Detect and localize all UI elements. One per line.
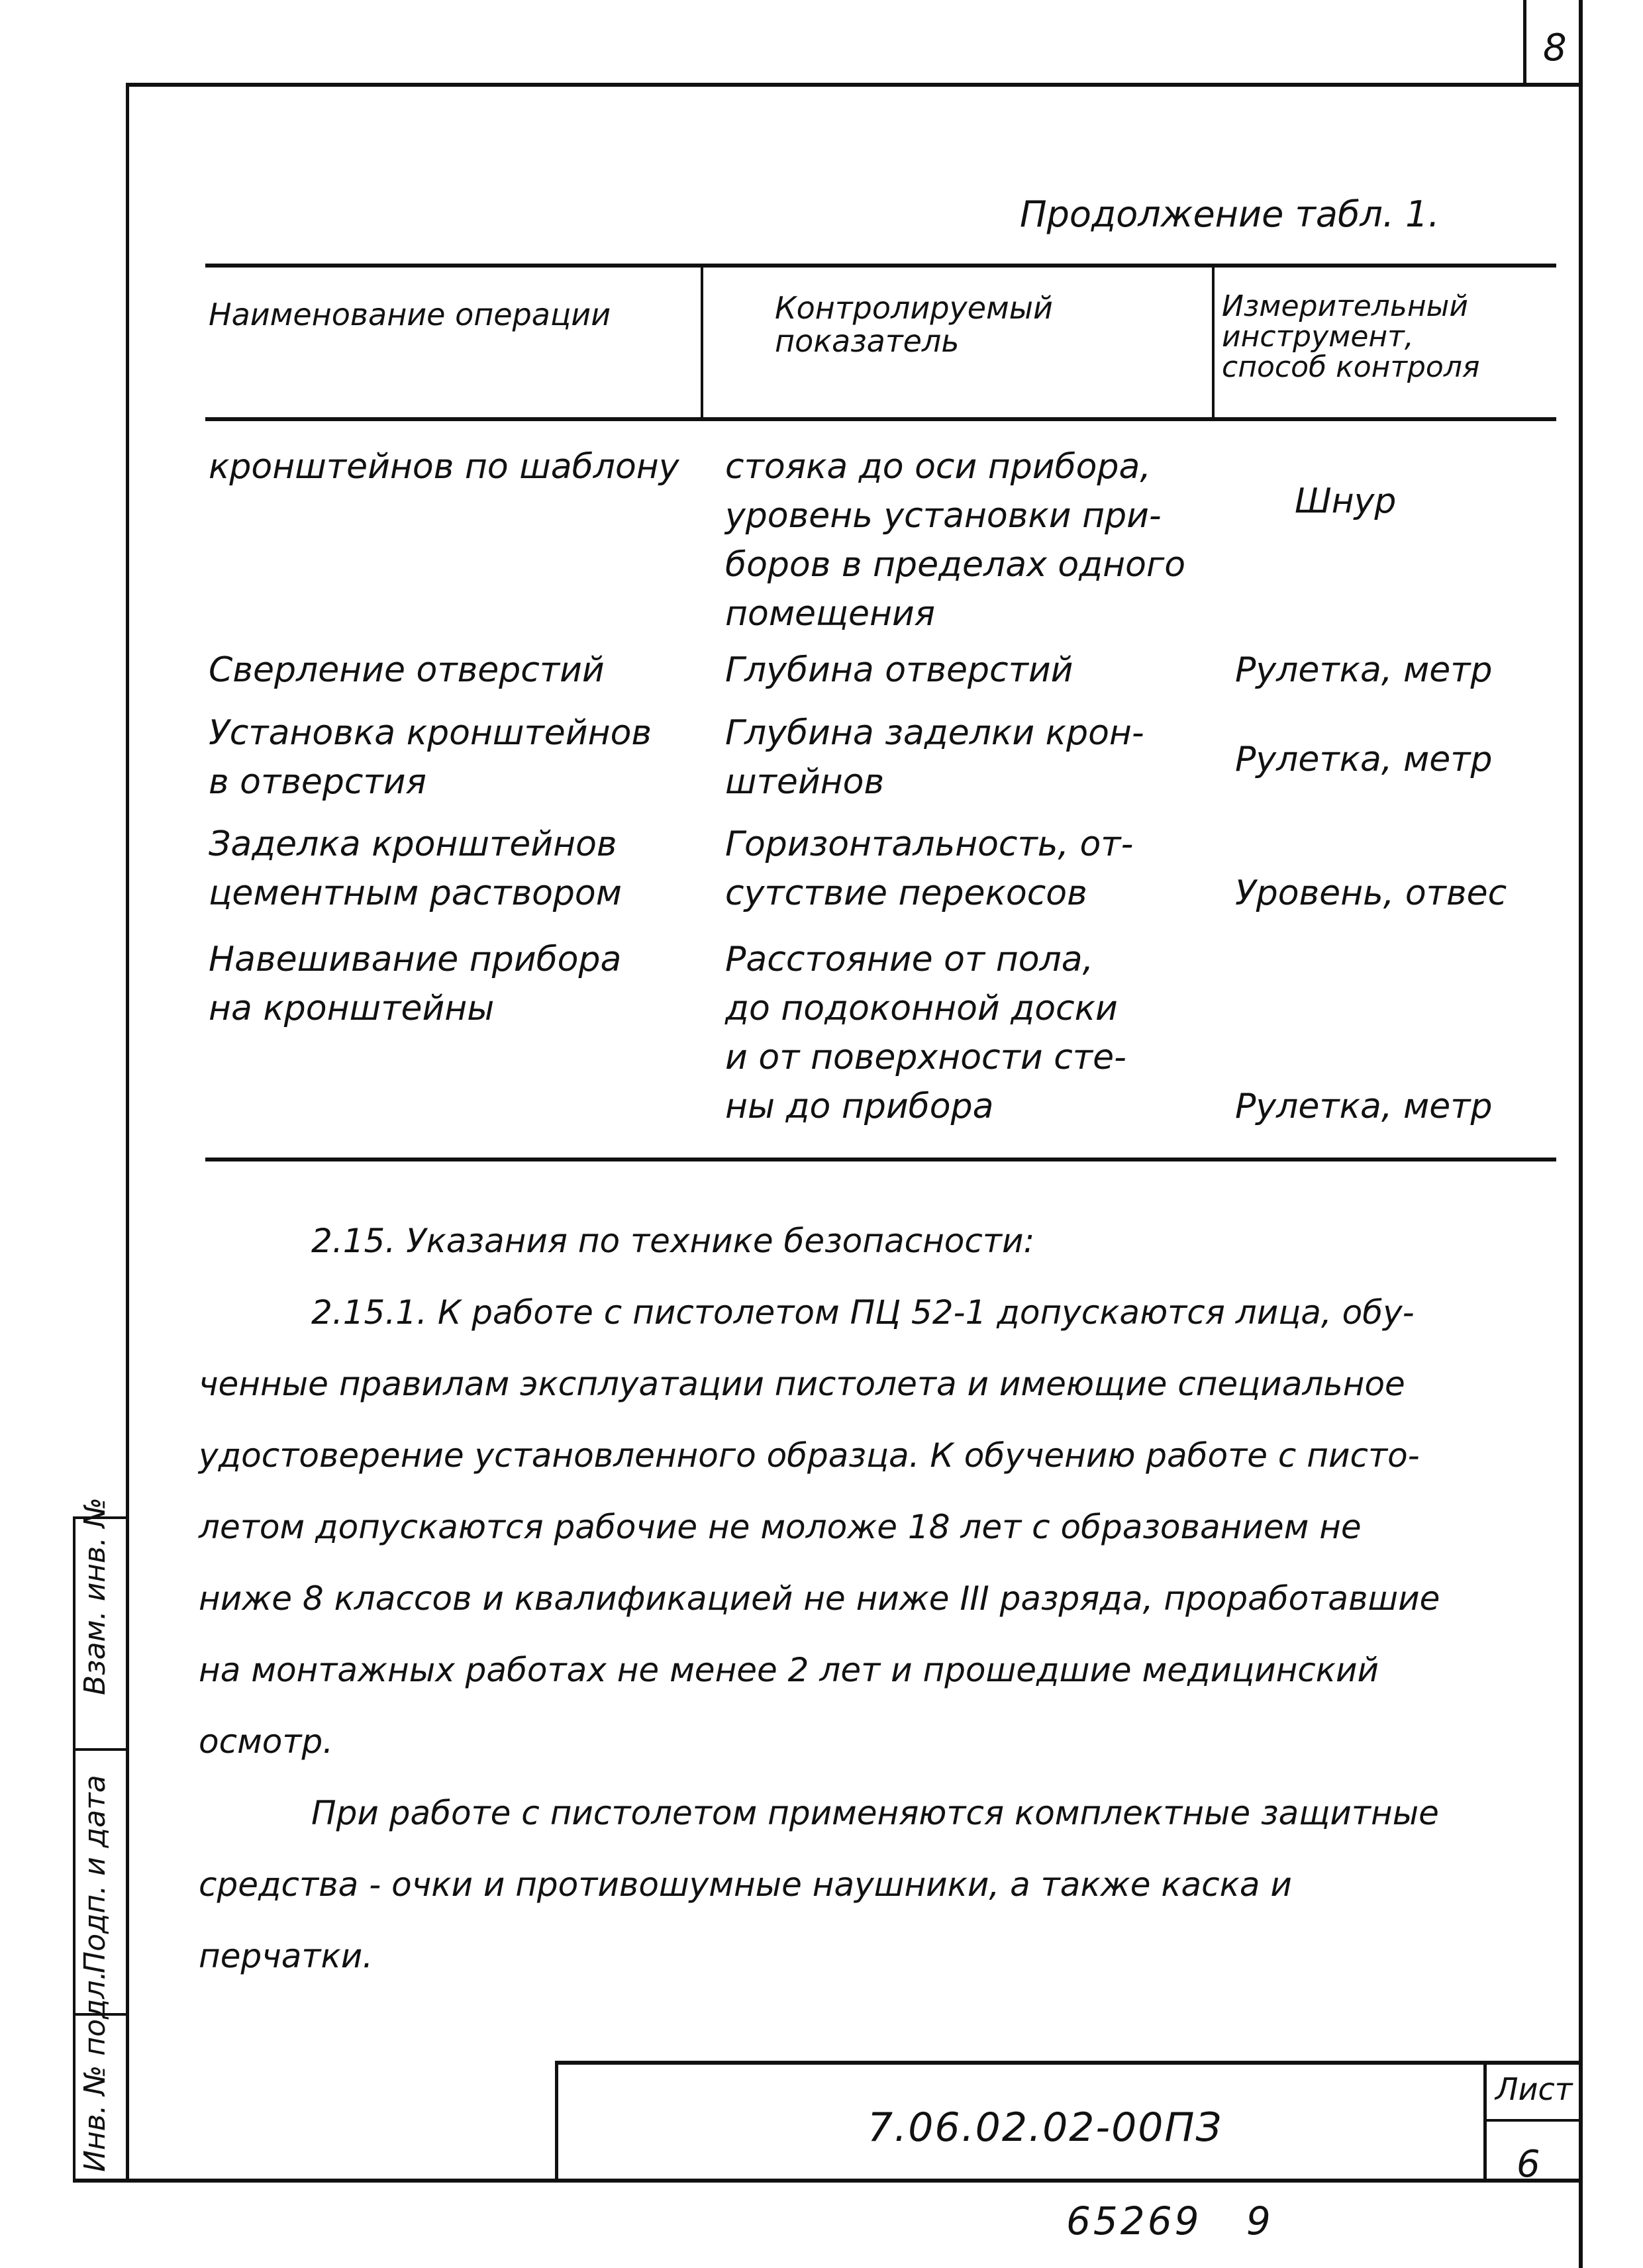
text-line: осмотр. — [199, 1722, 334, 1761]
text-line: удостоверение установленного образца. К обучению работе с писто- — [199, 1436, 1420, 1475]
side-label-inv: Взам. инв. № — [78, 1497, 112, 1695]
cell-operation — [209, 646, 605, 695]
cell-line: Глубина заделки крон- — [725, 713, 1144, 753]
cell-line: стояка до оси прибора, — [725, 447, 1151, 487]
table-header-tool: Измерительный инструмент, способ контроля — [1222, 289, 1480, 384]
cell-line: кронштейнов по шаблону — [209, 447, 679, 487]
table-header-rule — [205, 417, 1556, 421]
cell-tool: Рулетка, метр — [1235, 650, 1493, 690]
section-heading: 2.15. Указания по технике безопасности: — [311, 1222, 1035, 1260]
cell-line: уровень установки при- — [725, 496, 1162, 536]
cell-line: Расстояние от пола, — [725, 940, 1094, 979]
document-code: 7.06.02.02-00ПЗ — [868, 2104, 1223, 2151]
stamp-sheet-rule — [1483, 2119, 1581, 2122]
page-number: 8 — [1543, 26, 1567, 70]
cell-operation — [209, 709, 652, 807]
cell-line: боров в пределах одного — [725, 545, 1186, 585]
cell-tool: Рулетка, метр — [1235, 740, 1493, 779]
text-line: средства - очки и противошумные наушники, а также каска и — [199, 1865, 1292, 1904]
stamp-left-rule — [555, 2061, 558, 2181]
table-col-divider-1 — [701, 264, 703, 420]
cell-line: штейнов — [725, 762, 885, 802]
text-line: ниже 8 классов и квалификацией не ниже III разряда, проработавшие — [199, 1579, 1440, 1618]
cell-line: на кронштейны — [209, 989, 495, 1028]
cell-operation — [209, 820, 622, 918]
table-continuation-label: Продолжение табл. 1. — [1020, 193, 1440, 235]
cell-line: Навешивание прибора — [209, 940, 622, 979]
archive-numbers: 65269 9 — [1066, 2198, 1273, 2243]
side-col-left — [73, 1516, 75, 2182]
cell-operation — [209, 442, 679, 491]
cell-line: цементным раствором — [209, 873, 622, 913]
cell-tool: Рулетка, метр — [1235, 1087, 1493, 1126]
side-label-inv-orig: Инв. № подл. — [78, 1971, 112, 2172]
cell-indicator — [725, 442, 1185, 638]
text-line: ченные правилам эксплуатации пистолета и имеющие специальное — [199, 1365, 1405, 1403]
cell-operation — [209, 935, 621, 1033]
cell-line: в отверстия — [209, 762, 426, 802]
frame-left — [126, 83, 129, 2182]
cell-indicator — [725, 709, 1144, 807]
table-col-divider-2 — [1212, 264, 1215, 420]
sheet-number: 6 — [1517, 2143, 1540, 2186]
cell-line: Установка кронштейнов — [209, 713, 652, 753]
cell-tool: Уровень, отвес — [1235, 873, 1507, 913]
cell-line: помещения — [725, 594, 936, 634]
cell-line: Глубина отверстий — [725, 650, 1073, 690]
side-label-sign: Подп. и дата — [78, 1775, 112, 1973]
sheet-label: Лист — [1495, 2071, 1573, 2107]
text-line: При работе с пистолетом применяются комплектные защитные — [311, 1794, 1439, 1832]
table-header-indicator: Контролируемый показатель — [775, 290, 1053, 359]
cell-line: и от поверхности сте- — [725, 1038, 1126, 1077]
cell-indicator — [725, 935, 1126, 1131]
table-bottom-rule — [205, 1158, 1556, 1161]
page-num-box-left — [1523, 0, 1526, 86]
cell-tool: Шнур — [1295, 481, 1397, 521]
cell-indicator — [725, 646, 1073, 695]
text-line: на монтажных работах не менее 2 лет и прошедшие медицинский — [199, 1651, 1379, 1689]
cell-line: до подоконной доски — [725, 989, 1118, 1028]
frame-right — [1579, 0, 1583, 2268]
table-header-operation: Наименование операции — [209, 297, 611, 332]
stamp-top-rule — [555, 2061, 1581, 2065]
frame-bottom — [73, 2179, 1583, 2183]
side-sep-2 — [73, 1748, 129, 1751]
table-top-rule — [205, 264, 1556, 268]
cell-line: Сверление отверстий — [209, 650, 605, 690]
text-line: летом допускаются рабочие не моложе 18 лет с образованием не — [199, 1508, 1362, 1546]
frame-top — [126, 83, 1583, 87]
cell-line: сутствие перекосов — [725, 873, 1087, 913]
cell-line: Горизонтальность, от- — [725, 824, 1134, 864]
cell-line: Заделка кронштейнов — [209, 824, 617, 864]
cell-line: ны до прибора — [725, 1087, 994, 1126]
text-line: перчатки. — [199, 1937, 373, 1975]
text-line: 2.15.1. К работе с пистолетом ПЦ 52-1 допускаются лица, обу- — [311, 1293, 1415, 1332]
cell-indicator — [725, 820, 1133, 918]
